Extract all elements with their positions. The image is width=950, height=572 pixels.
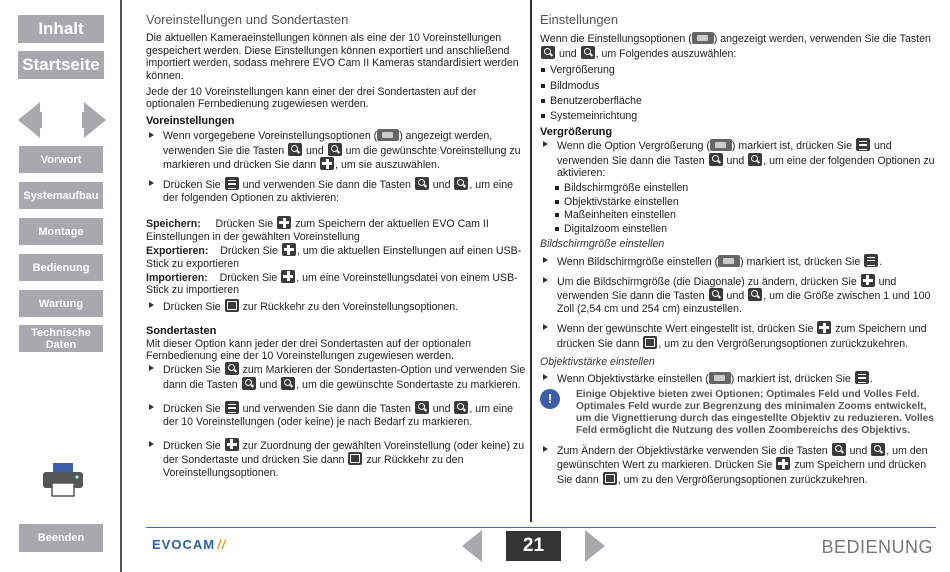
instruction-item: Zum Ändern der Objektivstärke verwenden Sie die Tasten und , um den gewünschten Wert zu markieren. Drücken Sie zum Speichern und drücken Sie dann , um zu den Vergrößerungsoptionen zurückzukehren. [540, 443, 935, 486]
toc-button[interactable]: Inhalt [18, 15, 104, 43]
instruction-item: Wenn Bildschirmgröße einstellen ( ) markiert ist, drücken Sie . [540, 254, 935, 268]
heading-magnification: Vergrößerung [540, 125, 613, 138]
sidebar-item-wartung[interactable]: Wartung [19, 290, 103, 317]
intro-paragraph: Die aktuellen Kameraeinstellungen können als eine der 10 Voreinstellungen gespeichert werden. Diese Einstellungen können exportiert und anschließend importiert werden, sodass mehrere EVO Cam II Kameras standardisiert werden können. [146, 32, 519, 82]
sidebar-item-technische-daten[interactable]: Technische Daten [19, 325, 103, 352]
menu-key-icon [225, 177, 239, 190]
zoom-in-key-icon [281, 377, 295, 390]
zoom-out-key-icon [709, 153, 723, 166]
zoom-in-key-icon [454, 177, 468, 190]
next-page-arrow-icon [82, 102, 106, 138]
settings-intro: Wenn die Einstellungsoptionen ( ) angezeigt werden, verwenden Sie die Tasten und , um Folgendes auszuwählen: [540, 33, 931, 60]
export-option: Exportieren: Drücken Sie , um die aktuellen Einstellungen auf einen USB-Stick zu exportieren [146, 245, 522, 270]
printer-icon[interactable] [43, 463, 83, 497]
info-icon: ! [540, 389, 560, 409]
heading-presets: Voreinstellungen [146, 114, 235, 127]
list-item: Digitalzoom einstellen [554, 223, 935, 235]
menu-key-icon [225, 401, 239, 414]
section-label: BEDIENUNG [821, 537, 933, 557]
zoom-in-key-icon [748, 153, 762, 166]
zoom-in-key-icon [225, 362, 239, 375]
instruction-item: Wenn die Option Vergrößerung ( ) markiert ist, drücken Sie und verwenden Sie dann die Tasten und , um eine der folgenden Optionen zu aktivieren: [540, 138, 935, 179]
column-divider [530, 0, 532, 522]
magnification-option-icon [710, 139, 732, 151]
instruction-item: Wenn Objektivstärke einstellen ( ) markiert ist, drücken Sie . [540, 371, 935, 385]
preset-options-icon [377, 129, 399, 141]
list-item: Benutzeroberfläche [540, 95, 935, 107]
instruction-item: Wenn vorgegebene Voreinstellungsoptionen ( ) angezeigt werden, verwenden Sie die Tasten und um die gewünschte Voreinstellung zu markieren und drücken Sie dann , um sie auszuwählen. [146, 129, 526, 171]
instruction-item: Drücken Sie und verwenden Sie dann die Tasten und , um eine der folgenden Optionen zu aktivieren: [146, 177, 526, 204]
heading-special-keys: Sondertasten [146, 325, 217, 338]
select-key-icon [282, 243, 296, 256]
select-key-icon [281, 270, 295, 283]
previous-page-button[interactable] [462, 530, 482, 562]
zoom-out-key-icon [288, 143, 302, 156]
special-keys-paragraph: Mit dieser Option kann jeder der drei Sondertasten auf der optionalen Fernbedienung eine der 10 Voreinstellungen zugewiesen werden. [146, 337, 472, 362]
subheading-lens-power: Objektivstärke einstellen [540, 355, 655, 368]
lens-power-option-icon [709, 372, 731, 384]
select-key-icon [277, 216, 291, 229]
page-nav-arrows [18, 102, 106, 138]
zoom-out-key-icon [242, 377, 256, 390]
select-key-icon [817, 321, 831, 334]
instruction-item: Drücken Sie und verwenden Sie dann die Tasten und , um eine der 10 Voreinstellungen (oder keine) je nach Bedarf zu markieren. [146, 401, 526, 428]
zoom-in-key-icon [328, 143, 342, 156]
instruction-item: Wenn der gewünschte Wert eingestellt ist, drücken Sie zum Speichern und drücken Sie dann , um zu den Vergrößerungsoptionen zurückzukehren. [540, 321, 935, 350]
menu-key-icon [855, 371, 869, 384]
import-option: Importieren: Drücken Sie , um eine Voreinstellungsdatei von einem USB-Stick zu importieren [146, 271, 518, 297]
sidebar-item-systemaufbau[interactable]: Systemaufbau [19, 182, 103, 209]
prev-page-arrow-icon [18, 102, 42, 138]
list-item: Systemeinrichtung [540, 110, 935, 122]
page-number: 21 [506, 531, 561, 561]
assignment-paragraph: Jede der 10 Voreinstellungen kann einer der drei Sondertasten auf der optionalen Fernbedienung zugewiesen werden. [146, 86, 477, 111]
select-key-icon [861, 274, 875, 287]
list-item: Bildmodus [540, 80, 935, 92]
zoom-out-key-icon [541, 46, 555, 59]
section-title-settings: Einstellungen [540, 12, 619, 27]
instruction-item: Drücken Sie zur Rückkehr zu den Voreinstellungsoptionen. [146, 299, 526, 313]
section-title-presets: Voreinstellungen und Sondertasten [146, 12, 349, 27]
right-column [540, 10, 935, 492]
select-key-icon [320, 157, 334, 170]
zoom-in-key-icon [454, 401, 468, 414]
screen-size-option-icon [718, 255, 740, 267]
menu-key-icon [864, 254, 878, 267]
home-button[interactable]: Startseite [18, 51, 104, 79]
zoom-in-key-icon [871, 443, 885, 456]
left-column [146, 10, 526, 485]
settings-options-icon [692, 32, 714, 44]
zoom-out-key-icon [832, 443, 846, 456]
select-key-icon [776, 457, 790, 470]
back-key-icon [225, 299, 239, 312]
instruction-item: Drücken Sie zum Markieren der Sondertasten-Option und verwenden Sie dann die Tasten und , um die gewünschte Sondertaste zu markieren. [146, 362, 526, 391]
list-item: Bildschirmgröße einstellen [554, 182, 935, 194]
sidebar-item-bedienung[interactable]: Bedienung [19, 254, 103, 281]
zoom-out-key-icon [709, 288, 723, 301]
list-item: Maßeinheiten einstellen [554, 209, 935, 221]
instruction-item: Um die Bildschirmgröße (die Diagonale) zu ändern, drücken Sie und verwenden Sie dann die Tasten und , um die Größe zwischen 1 und 100 Zoll (2,54 cm und 254 cm) einzustellen. [540, 274, 935, 315]
sidebar-nav [0, 0, 122, 572]
zoom-in-key-icon [581, 46, 595, 59]
subheading-screen-size: Bildschirmgröße einstellen [540, 238, 665, 251]
list-item: Vergrößerung [540, 64, 935, 76]
note-text: Einige Objektive bieten zwei Optionen; Optimales Feld und Volles Feld. Optimales Feld wurde zur Begrenzung des minimalen Zooms entwickelt, um die Vignettierung durch das eingestellte Objektiv zu reduzieren. Volles Feld ermöglicht die Nutzung des vollen Zoombereichs des Objektivs. [576, 388, 934, 436]
zoom-in-key-icon [748, 288, 762, 301]
menu-key-icon [856, 138, 870, 151]
footer-divider [146, 527, 936, 528]
zoom-out-key-icon [415, 401, 429, 414]
back-key-icon [643, 336, 657, 349]
evocam-logo: EVO CAM // [152, 536, 227, 552]
back-key-icon [603, 472, 617, 485]
back-key-icon [348, 452, 362, 465]
zoom-out-key-icon [415, 177, 429, 190]
sidebar-item-montage[interactable]: Montage [19, 218, 103, 245]
sidebar-item-vorwort[interactable]: Vorwort [19, 146, 103, 173]
list-item: Objektivstärke einstellen [554, 196, 935, 208]
next-page-button[interactable] [585, 530, 605, 562]
save-option: Speichern: Drücken Sie zum Speichern der aktuellen EVO Cam II Einstellungen in der gewählten Voreinstellung [146, 218, 489, 243]
exit-button[interactable]: Beenden [19, 524, 103, 552]
instruction-item: Drücken Sie zur Zuordnung der gewählten Voreinstellung (oder keine) zu der Sondertaste und drücken Sie dann zur Rückkehr zu den Voreinstellungsoptionen. [146, 438, 526, 479]
select-key-icon [225, 438, 239, 451]
info-note [540, 389, 935, 437]
